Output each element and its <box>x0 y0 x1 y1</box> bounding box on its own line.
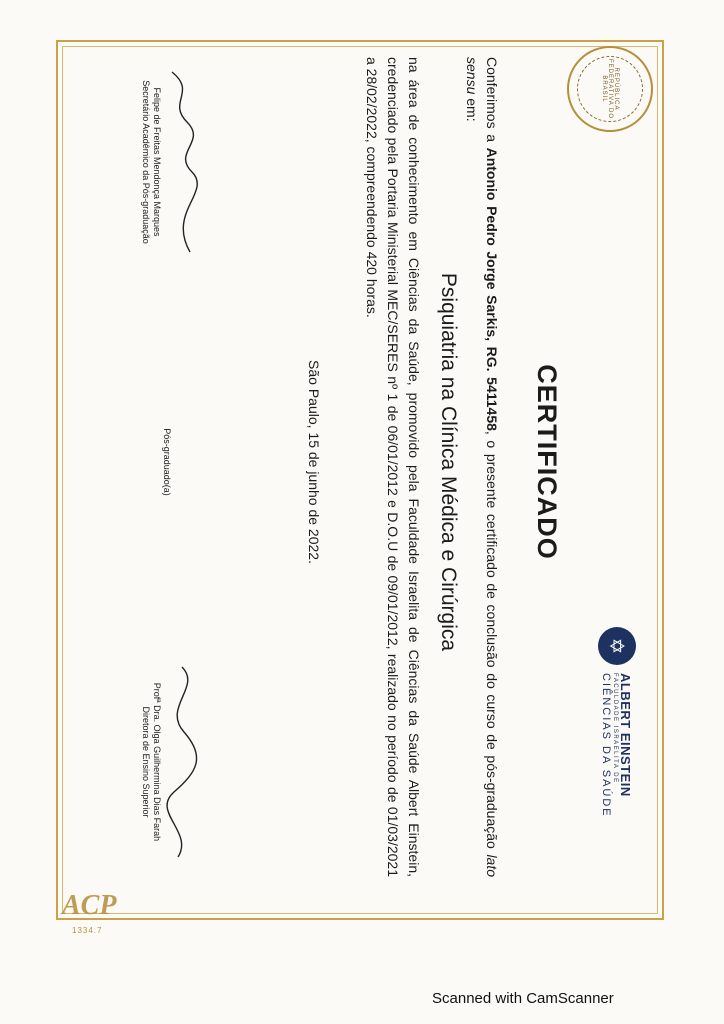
signature-scribble-icon <box>162 662 202 862</box>
intro-d: em: <box>464 94 480 122</box>
brazil-seal-icon <box>567 46 653 132</box>
signature-block-director <box>140 642 202 882</box>
certificate-sheet <box>52 12 672 912</box>
acp-stamp-number: 1334.7 <box>72 926 103 935</box>
acp-stamp-logo: ACP <box>62 890 117 921</box>
director-role: Diretora de Ensino Superior <box>141 706 151 818</box>
secretary-name: Felipe de Freitas Mendonça Marques <box>152 87 162 237</box>
seal-text: REPÚBLICA FEDERATIVA DO BRASIL <box>601 58 619 120</box>
lato-sensu: lato sensu <box>464 57 500 878</box>
recipient-name: Antonio Pedro Jorge Sarkis <box>484 147 500 338</box>
intro-a: Conferimos a <box>484 57 500 148</box>
logo-line3: CIÊNCIAS DA SAÚDE <box>600 673 613 818</box>
signature-scribble-icon <box>162 62 202 262</box>
certificate-title: CERTIFICADO <box>532 364 562 560</box>
course-name: Psiquiatria na Clínica Médica e Cirúrgica <box>437 272 460 652</box>
einstein-logo <box>587 627 647 857</box>
signature-block-secretary <box>140 42 202 282</box>
director-name: Profª Dra. Olga Guilhermina Dias Farah <box>152 682 162 842</box>
logo-line1: ALBERT EINSTEIN <box>618 673 634 797</box>
graduate-role: Pós-graduado(a) <box>162 428 172 496</box>
certificate-intro <box>462 57 502 877</box>
camscanner-watermark: Scanned with CamScanner <box>432 990 614 1007</box>
signature-block-graduate <box>161 342 172 582</box>
einstein-star-icon: ✡ <box>598 627 636 665</box>
logo-line2: FACULDADE ISRAELITA DE <box>612 673 619 784</box>
secretary-role: Secretário Acadêmico da Pós-graduação <box>141 80 151 244</box>
certificate-date: São Paulo, 15 de junho de 2022. <box>306 360 322 564</box>
intro-c: , o presente certificado de conclusão do curso de pós-graduação <box>484 430 500 855</box>
recipient-rg: , RG. 5411458 <box>484 337 500 431</box>
certificate-details: na área de conhecimento em Ciências da Saúde, promovido pela Faculdade Israelita de Ciências da Saúde Albert Einstein, credenciado pela Portaria Ministerial MEC/SERES nº 1 de 06/01/2012 e D.O.U de 09/01/2012, realizado no período de 01/03/2021 a 28/02/2022, compreendendo 420 horas. <box>364 57 422 877</box>
